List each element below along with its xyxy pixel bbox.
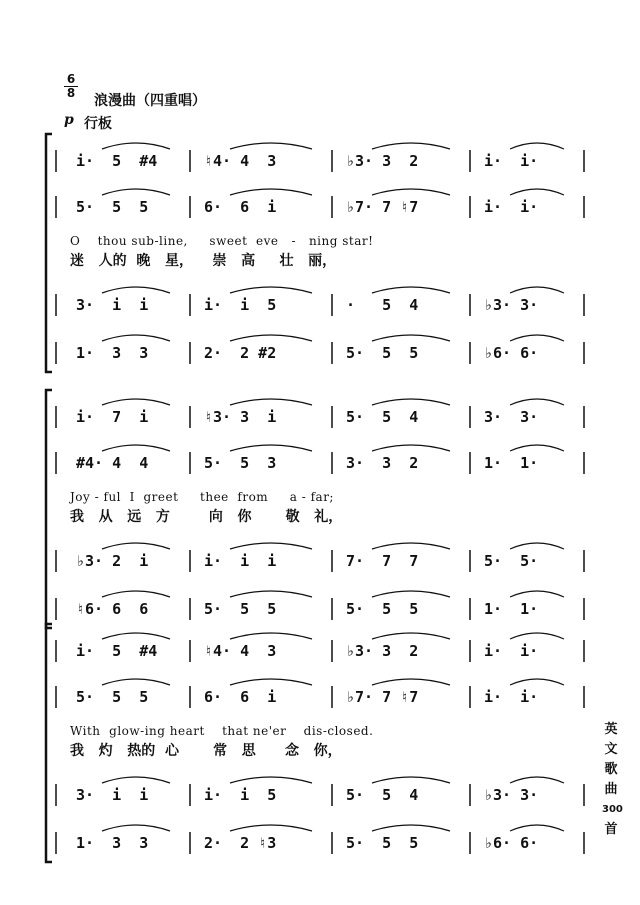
time-signature-top: 6 (66, 72, 76, 86)
measure: i· 5 #4 (76, 642, 158, 660)
measure: i· 5 #4 (76, 152, 158, 170)
tie-arc (372, 777, 450, 783)
tie-arc (510, 399, 564, 405)
tie-arc (372, 543, 450, 549)
measure: 3· i i (76, 296, 149, 314)
measure: 5· 5 4 (346, 408, 419, 426)
book-title-char: 曲 (604, 782, 618, 797)
tie-arc (372, 189, 450, 195)
tie-arc (510, 777, 564, 783)
measure: ♮6· 6 6 (76, 600, 149, 618)
system-bracket (46, 390, 52, 628)
measure: ♮4· 4 3 (204, 642, 277, 660)
tie-arc (372, 335, 450, 341)
tie-arc (102, 287, 170, 293)
tie-arc (230, 399, 312, 405)
measure: 1· 1· (484, 600, 539, 618)
measure: 5· 5 5 (346, 344, 419, 362)
tie-arc (372, 633, 450, 639)
measure: i· i· (484, 688, 539, 706)
tie-arc (372, 591, 450, 597)
measure: 5· 5 3 (204, 454, 277, 472)
tie-arc (510, 445, 564, 451)
lyric-english: With glow-ing heart that ne'er dis-closed. (70, 724, 374, 738)
book-title-vertical (602, 720, 623, 840)
measure: 3· 3 2 (346, 454, 419, 472)
measure: ♭3· 3· (484, 786, 539, 804)
measure: 5· 5 5 (346, 834, 419, 852)
tie-arc (230, 679, 312, 685)
tie-arc (510, 543, 564, 549)
tie-arc (102, 633, 170, 639)
tie-arc (372, 399, 450, 405)
tie-arc (102, 825, 170, 831)
tie-arc (102, 335, 170, 341)
tie-arc (230, 287, 312, 293)
measure: 6· 6 i (204, 198, 277, 216)
tie-arc (230, 335, 312, 341)
tie-arc (510, 679, 564, 685)
measure: i· i 5 (204, 786, 277, 804)
measure: 3· 3· (484, 408, 539, 426)
measure: 7· 7 7 (346, 552, 419, 570)
tie-arc (102, 189, 170, 195)
measure: 5· 5· (484, 552, 539, 570)
lyric-chinese: 迷 人的 晚 星， 崇 高 壮 丽， (70, 253, 337, 269)
measure: 5· 5 4 (346, 786, 419, 804)
measure: ♭6· 6· (484, 834, 539, 852)
tie-arc (230, 825, 312, 831)
time-signature-bottom: 8 (66, 86, 76, 100)
measure: 5· 5 5 (76, 688, 149, 706)
tie-arc (230, 777, 312, 783)
dynamic-marking: p (64, 112, 74, 128)
measure: i· 7 i (76, 408, 149, 426)
tie-arc (230, 633, 312, 639)
tie-arc (102, 143, 170, 149)
song-title: 浪漫曲（四重唱） (94, 93, 206, 109)
tie-arc (230, 591, 312, 597)
lyric-english: O thou sub-line, sweet eve - ning star! (70, 234, 374, 248)
tie-arc (102, 679, 170, 685)
tie-arc (510, 591, 564, 597)
tie-arc (510, 287, 564, 293)
measure: i· i 5 (204, 296, 277, 314)
measure: i· i· (484, 642, 539, 660)
tie-arc (510, 335, 564, 341)
measure: ♭3· 3 2 (346, 642, 419, 660)
measure: ♮3· 3 i (204, 408, 277, 426)
tie-arc (102, 399, 170, 405)
measure: ♭7· 7 ♮7 (346, 198, 419, 216)
lyric-english: Joy - ful I greet thee from a - far; (70, 490, 334, 504)
measure: ♮4· 4 3 (204, 152, 277, 170)
tie-arc (372, 287, 450, 293)
tie-arc (230, 189, 312, 195)
tie-arc (102, 543, 170, 549)
measure: 2· 2 #2 (204, 344, 277, 362)
measure: 6· 6 i (204, 688, 277, 706)
tie-arc (102, 777, 170, 783)
measure: #4· 4 4 (76, 454, 149, 472)
tie-arc (230, 445, 312, 451)
tie-arc (372, 143, 450, 149)
tie-arc (102, 445, 170, 451)
lyric-chinese: 我 灼 热的 心 常 思 念 你， (70, 743, 342, 759)
tie-arc (510, 189, 564, 195)
measure: i· i i (204, 552, 277, 570)
measure: 2· 2 ♮3 (204, 834, 277, 852)
measure: i· i· (484, 198, 539, 216)
tie-arc (230, 543, 312, 549)
measure: 5· 5 5 (346, 600, 419, 618)
tie-arc (510, 633, 564, 639)
measure: 1· 3 3 (76, 834, 149, 852)
measure: 5· 5 5 (204, 600, 277, 618)
book-title-char: 英 (604, 722, 618, 737)
measure: 1· 3 3 (76, 344, 149, 362)
tie-arc (230, 143, 312, 149)
system-bracket (46, 624, 52, 862)
measure: ♭3· 3· (484, 296, 539, 314)
book-title-char: 首 (604, 822, 618, 837)
measure: 3· i i (76, 786, 149, 804)
tie-arc (372, 825, 450, 831)
measure: 5· 5 5 (76, 198, 149, 216)
measure: ♭3· 3 2 (346, 152, 419, 170)
measure: ♭6· 6· (484, 344, 539, 362)
measure: · 5 4 (346, 296, 419, 314)
measure: i· i· (484, 152, 539, 170)
book-title-char: 300 (602, 804, 623, 815)
tie-arc (510, 825, 564, 831)
system-bracket (46, 134, 52, 372)
tempo-marking: 行板 (84, 116, 112, 132)
lyric-chinese: 我 从 远 方 向 你 敬 礼， (70, 509, 343, 525)
book-title-char: 文 (604, 742, 618, 757)
book-title-char: 歌 (604, 762, 618, 777)
measure: ♭3· 2 i (76, 552, 149, 570)
measure: ♭7· 7 ♮7 (346, 688, 419, 706)
measure: 1· 1· (484, 454, 539, 472)
tie-arc (510, 143, 564, 149)
tie-arc (372, 679, 450, 685)
tie-arc (102, 591, 170, 597)
tie-arc (372, 445, 450, 451)
